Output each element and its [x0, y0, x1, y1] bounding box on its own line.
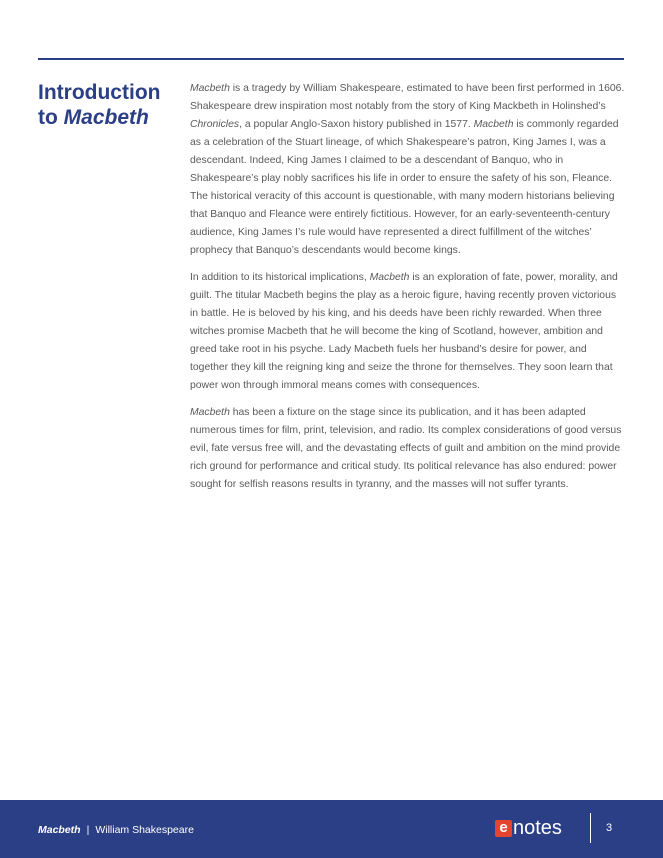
- heading-line2-title: Macbeth: [63, 106, 149, 129]
- paragraph-2: [190, 269, 626, 395]
- text-span: is a tragedy by William Shakespeare, estimated to have been first performed in 1606. Shakespeare drew inspiration most notably from the story of King Mackbeth in Holinshed’s: [190, 83, 625, 112]
- body-text: [190, 80, 626, 503]
- top-rule: [38, 58, 624, 60]
- text-span: is commonly regarded as a celebration of the Stuart lineage, of which Shakespeare’s patron, King James I, was a descendant. Indeed, King James I claimed to be a descendant of Banquo, who in Shakespeare’s play nobly sacrifices his life in order to ensure the safety of his son, Fleance. The historical veracity of this account is questionable, with many modern historians believing that Banquo and Fleance were entirely fictitious. However, for an early-seventeenth-century audience, King James I’s rule would have represented a direct fulfillment of the witches’ prophecy that Banquo’s descendants would become kings.: [190, 119, 619, 256]
- logo-e-icon: e: [495, 820, 512, 837]
- footer-book-title: Macbeth: [38, 824, 81, 836]
- text-span: has been a fixture on the stage since its publication, and it has been adapted numerous times for film, print, television, and radio. Its complex considerations of good versus evil, fate versus free will, and the devastating effects of guilt and ambition on the mind provide rich ground for performance and critical study. Its political relevance has also endured: power sought for selfish reasons results in tyranny, and the masses will not suffer tyrants.: [190, 407, 622, 490]
- paragraph-3: [190, 404, 626, 494]
- footer-divider: [590, 813, 591, 843]
- page-heading: [38, 80, 178, 130]
- book-title-italic: Macbeth: [473, 119, 514, 130]
- book-title-italic: Macbeth: [190, 407, 230, 418]
- logo-wordmark: notes: [513, 817, 562, 839]
- paragraph-1: [190, 80, 626, 260]
- footer-author: William Shakespeare: [95, 824, 194, 836]
- chronicles-italic: Chronicles: [190, 119, 240, 130]
- page-number: 3: [606, 822, 613, 834]
- heading-line2-prefix: to: [38, 106, 64, 129]
- heading-line1: Introduction: [38, 81, 161, 104]
- enotes-logo: [495, 817, 562, 839]
- footer-citation: [38, 823, 194, 837]
- text-span: , a popular Anglo-Saxon history published in 1577.: [239, 119, 474, 130]
- book-title-italic: Macbeth: [369, 272, 410, 283]
- footer-separator: |: [86, 824, 90, 836]
- page-footer: [0, 800, 663, 858]
- book-title-italic: Macbeth: [190, 83, 230, 94]
- text-span: is an exploration of fate, power, morality, and guilt. The titular Macbeth begins the play as a heroic figure, having recently proven victorious in battle. He is beloved by his king, and his deeds have been richly rewarded. When three witches promise Macbeth that he will become the king of Scotland, however, ambition and greed take root in his psyche. Lady Macbeth fuels her husband’s desire for power, and together they kill the reigning king and seize the throne for themselves. They soon learn that power won through immoral means comes with consequences.: [190, 272, 618, 391]
- text-span: In addition to its historical implications,: [190, 272, 370, 283]
